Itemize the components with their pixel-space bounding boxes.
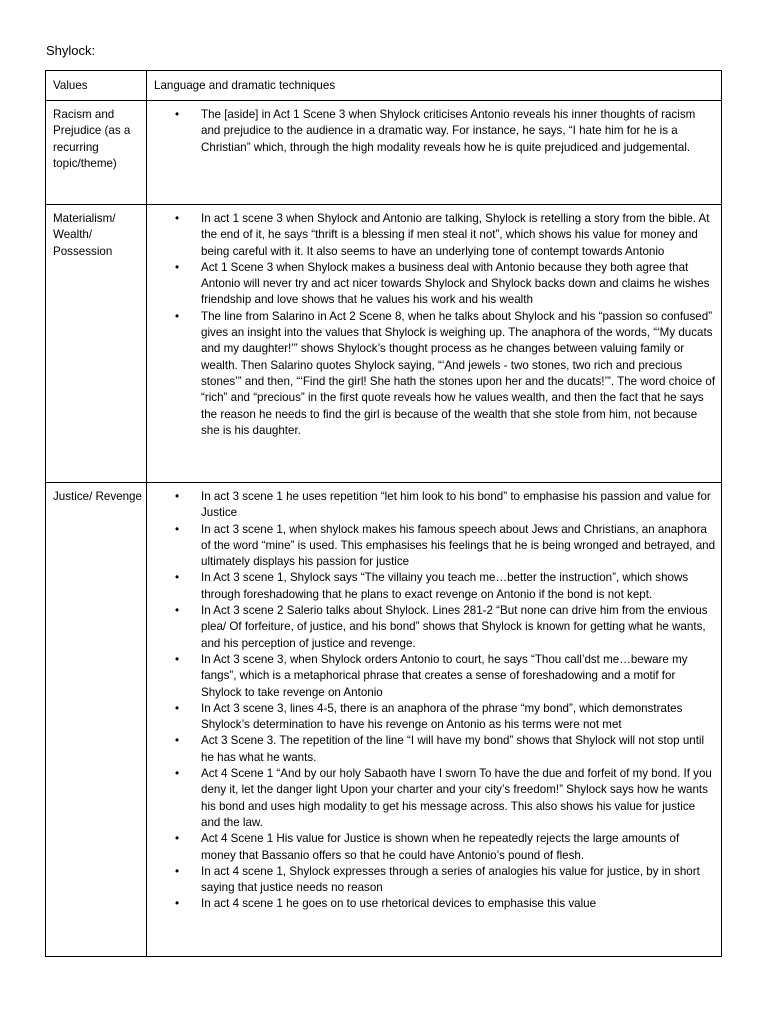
value-cell: Racism and Prejudice (as a recurring topic/theme) bbox=[46, 101, 147, 205]
document-heading: Shylock: bbox=[46, 43, 96, 58]
bullet-point: • The line from Salarino in Act 2 Scene 8, when he talks about Shylock and his “passion so confused” gives an insight into the values that Shylock is weighing up. The anaphora of the words, “‘My ducats and my daughter!’” shows Shylock’s thought process as he changes between valuing family or wealth. Then Salarino quotes Shylock saying, “‘And jewels - two stones, two rich and precious stones’” and then, “‘Find the girl! She hath the stones upon her and the ducats!’”. The word choice of “rich” and “precious” in the first quote reveals how he values wealth, and then the fact that he says the reason he needs to find the girl is because of the wealth that she stole from him, not because she is his daughter. bbox=[155, 309, 717, 439]
techniques-cell bbox=[147, 483, 722, 957]
header-techniques: Language and dramatic techniques bbox=[147, 71, 722, 101]
bullet-point: • In act 1 scene 3 when Shylock and Antonio are talking, Shylock is retelling a story from the bible. At the end of it, he says “thrift is a blessing if men steal it not”, which shows his value for money and being careful with it. It also seems to have an underlying tone of contempt towards Antonio bbox=[155, 211, 717, 260]
bullet-point: • In Act 3 scene 3, when Shylock orders Antonio to court, he says “Thou call’dst me…beware my fangs”, which is a metaphorical phrase that creates a sense of foreshadowing and a motif for Shylock to take revenge on Antonio bbox=[155, 652, 717, 701]
bullet-point: • In Act 3 scene 2 Salerio talks about Shylock. Lines 281-2 “But none can drive him from the envious plea/ Of forfeiture, of justice, and his bond” shows that Shylock is known for getting what he wants, and his perception of justice and revenge. bbox=[155, 603, 717, 652]
table-row bbox=[46, 483, 722, 957]
techniques-cell bbox=[147, 205, 722, 483]
bullet-point: • Act 4 Scene 1 His value for Justice is shown when he repeatedly rejects the large amounts of money that Bassanio offers so that he could have Antonio’s pound of flesh. bbox=[155, 831, 717, 864]
bullet-point: • Act 3 Scene 3. The repetition of the line “I will have my bond” shows that Shylock will not stop until he has what he wants. bbox=[155, 733, 717, 766]
value-cell: Justice/ Revenge bbox=[46, 483, 147, 957]
value-cell: Materialism/ Wealth/ Possession bbox=[46, 205, 147, 483]
table-row bbox=[46, 205, 722, 483]
bullet-list bbox=[155, 211, 717, 439]
bullet-point: • In act 4 scene 1, Shylock expresses through a series of analogies his value for justice, by in short saying that justice needs no reason bbox=[155, 864, 717, 897]
header-values: Values bbox=[46, 71, 147, 101]
bullet-point: • The [aside] in Act 1 Scene 3 when Shylock criticises Antonio reveals his inner thoughts of racism and prejudice to the audience in a dramatic way. For instance, he says, “I hate him for he is a Christian” which, through the high modality reveals how he is quite prejudiced and judgemental. bbox=[155, 107, 717, 156]
bullet-point: • In act 3 scene 1, when shylock makes his famous speech about Jews and Christians, an anaphora of the word “mine” is used. This emphasises his feelings that he is being wronged and betrayed, and ultimately displays his passion for justice bbox=[155, 522, 717, 571]
bullet-list bbox=[155, 489, 717, 913]
bullet-point: • In Act 3 scene 1, Shylock says “The villainy you teach me…better the instruction”, which shows through foreshadowing that he plans to exact revenge on Antonio if the bond is not kept. bbox=[155, 570, 717, 603]
bullet-point: • In act 3 scene 1 he uses repetition “let him look to his bond” to emphasise his passion and value for Justice bbox=[155, 489, 717, 522]
bullet-point: • Act 1 Scene 3 when Shylock makes a business deal with Antonio because they both agree that Antonio will never try and act nicer towards Shylock and Shylock backs down and claims he wishes friendship and love shows that he values his work and his wealth bbox=[155, 260, 717, 309]
bullet-point: • In Act 3 scene 3, lines 4-5, there is an anaphora of the phrase “my bond”, which demonstrates Shylock’s determination to have his revenge on Antonio as his terms were not met bbox=[155, 701, 717, 734]
bullet-list bbox=[155, 107, 717, 156]
techniques-cell bbox=[147, 101, 722, 205]
bullet-point: • Act 4 Scene 1 “And by our holy Sabaoth have I sworn To have the due and forfeit of my bond. If you deny it, let the danger light Upon your charter and your city’s freedom!” Shylock says how he wants his bond and uses high modality to get his message across. This also shows his value for justice and the law. bbox=[155, 766, 717, 831]
bullet-point: • In act 4 scene 1 he goes on to use rhetorical devices to emphasise this value bbox=[155, 896, 717, 912]
table-header-row bbox=[46, 71, 722, 101]
values-table bbox=[45, 70, 722, 957]
table-row bbox=[46, 101, 722, 205]
